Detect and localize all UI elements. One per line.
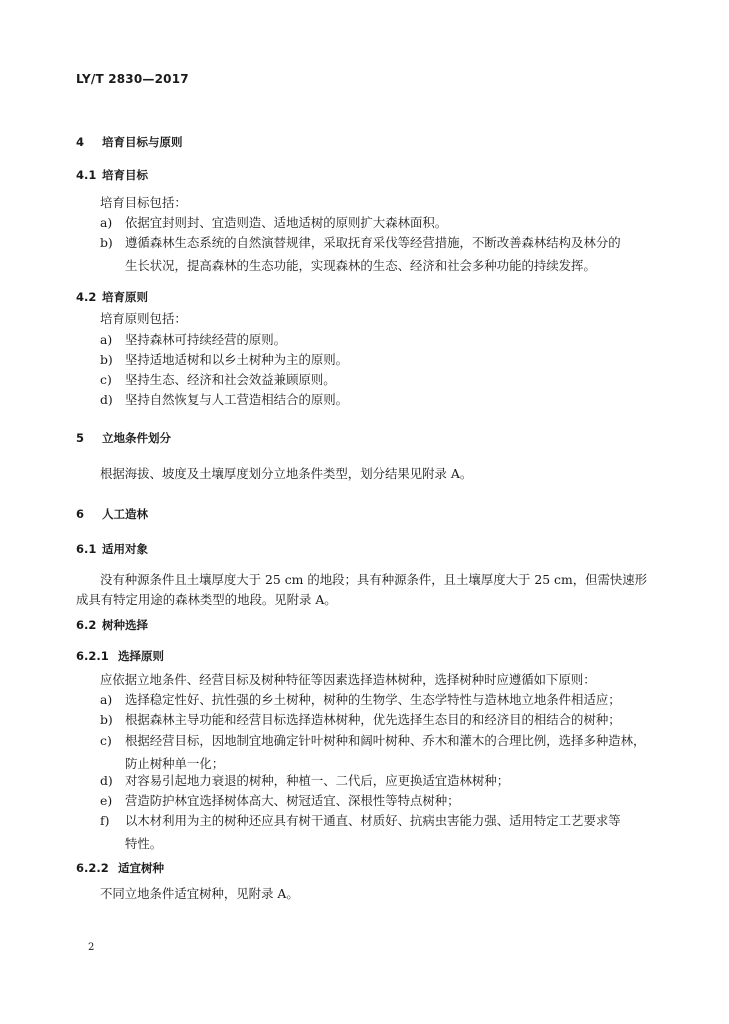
section-title: 适宜树种 [118, 861, 164, 875]
section-6-1-text-continued: 成具有特定用途的森林类型的地段。见附录 A。 [76, 592, 337, 607]
item-text: 以木材利用为主的树种还应具有树干通直、材质好、抗病虫害能力强、适用特定工艺要求等 [125, 813, 621, 828]
page-number: 2 [88, 942, 95, 953]
section-number: 5 [76, 431, 85, 445]
item-text: 选择稳定性好、抗性强的乡土树种，树种的生物学、生态学特性与造林地立地条件相适应； [125, 692, 621, 707]
item-text: 遵循森林生态系统的自然演替规律，采取抚育采伐等经营措施，不断改善森林结构及林分的 [125, 235, 621, 250]
item-label: d) [100, 392, 113, 407]
section-number: 6.2.1 [76, 649, 109, 663]
section-title: 立地条件划分 [102, 431, 171, 445]
section-number: 6.2 [76, 618, 97, 632]
section-title: 培育原则 [102, 290, 148, 304]
section-number: 4.2 [76, 290, 97, 304]
section-4-2-intro: 培育原则包括： [100, 311, 187, 326]
item-text-continued: 特性。 [125, 836, 163, 851]
list-item [100, 231, 621, 277]
item-label: a) [100, 692, 113, 707]
list-item [100, 708, 621, 731]
item-label: b) [100, 352, 113, 367]
item-text-continued: 生长状况，提高森林的生态功能，实现森林的生态、经济和社会多种功能的持续发挥。 [125, 258, 596, 273]
standard-code-header: LY/T 2830—2017 [76, 72, 189, 86]
item-label: f) [100, 813, 110, 828]
item-text: 对容易引起地力衰退的树种，种植一、二代后，应更换适宜造林树种； [125, 773, 510, 788]
item-text: 根据森林主导功能和经营目标选择造林树种，优先选择生态目的和经济目的相结合的树种； [125, 712, 621, 727]
list-item [100, 809, 621, 855]
section-title: 培育目标 [102, 168, 148, 182]
section-4-2-heading [76, 289, 148, 305]
section-number: 4 [76, 135, 85, 149]
section-number: 6.2.2 [76, 861, 109, 875]
section-number: 6.1 [76, 542, 97, 556]
section-6-2-2-text: 不同立地条件适宜树种，见附录 A。 [100, 886, 299, 901]
item-text: 根据经营目标，因地制宜地确定针叶树种和阔叶树种、乔木和灌木的合理比例，选择多种造林， [125, 733, 646, 748]
item-label: a) [100, 332, 113, 347]
section-6-1-heading [76, 541, 148, 557]
section-6-2-heading [76, 617, 148, 633]
item-label: a) [100, 215, 113, 230]
list-item [100, 388, 348, 411]
item-text-continued: 防止树种单一化； [125, 756, 225, 771]
item-text: 依据宜封则封、宜造则造、适地适树的原则扩大森林面积。 [125, 215, 448, 230]
section-6-1-text: 没有种源条件且土壤厚度大于 25 cm 的地段；具有种源条件，且土壤厚度大于 25 cm，但需快速形 [100, 572, 648, 587]
item-label: b) [100, 712, 113, 727]
section-title: 培育目标与原则 [102, 135, 183, 149]
item-text: 营造防护林宜选择树体高大、树冠适宜、深根性等特点树种； [125, 793, 460, 808]
section-title: 人工造林 [102, 507, 148, 521]
section-4-1-intro: 培育目标包括： [100, 195, 187, 210]
section-6-heading [76, 506, 148, 522]
section-title: 树种选择 [102, 618, 148, 632]
item-text: 坚持适地适树和以乡土树种为主的原则。 [125, 352, 349, 367]
section-4-1-heading [76, 167, 148, 183]
section-6-2-2-heading [76, 860, 164, 876]
item-label: c) [100, 733, 112, 748]
item-label: c) [100, 372, 112, 387]
section-5-text: 根据海拔、坡度及土壤厚度划分立地条件类型，划分结果见附录 A。 [100, 466, 473, 481]
item-label: d) [100, 773, 113, 788]
item-label: e) [100, 793, 113, 808]
item-text: 坚持森林可持续经营的原则。 [125, 332, 287, 347]
item-label: b) [100, 235, 113, 250]
section-5-heading [76, 430, 171, 446]
section-number: 6 [76, 507, 85, 521]
section-number: 4.1 [76, 168, 97, 182]
section-4-heading [76, 134, 183, 150]
section-6-2-1-heading [76, 648, 164, 664]
item-text: 坚持生态、经济和社会效益兼顾原则。 [125, 372, 336, 387]
section-6-2-1-intro: 应依据立地条件、经营目标及树种特征等因素选择造林树种，选择树种时应遵循如下原则： [100, 672, 596, 687]
item-text: 坚持自然恢复与人工营造相结合的原则。 [125, 392, 349, 407]
section-title: 适用对象 [102, 542, 148, 556]
section-title: 选择原则 [118, 649, 164, 663]
